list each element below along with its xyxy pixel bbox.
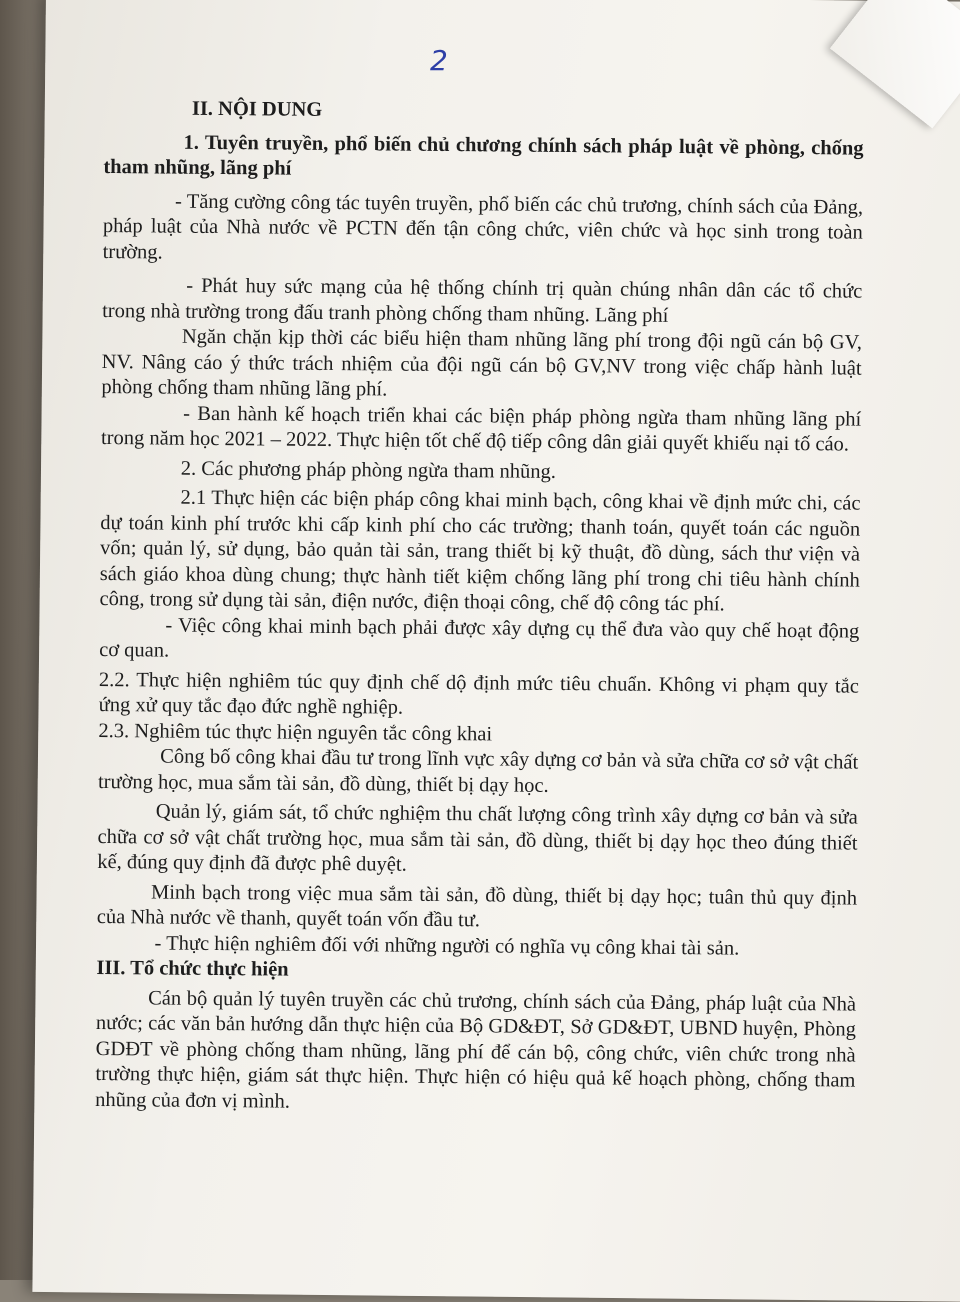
subsection-heading-methods: 2. Các phương pháp phòng ngừa tham nhũng. bbox=[180, 457, 557, 483]
subsection-heading-propaganda: 1. Tuyên truyền, phổ biến chủ chương chính sách pháp luật về phòng, chống tham nhũng, lãng phí bbox=[103, 131, 864, 180]
paragraph-transparent-procurement: Minh bạch trong việc mua sắm tài sản, đồ dùng, thiết bị dạy học; tuân thủ quy định của Nhà nước về thanh, quyết toán vốn đầu tư. bbox=[96, 880, 858, 932]
paragraph-management-supervision: Quản lý, giám sát, tổ chức nghiệm thu chất lượng công trình xây dựng cơ bản và sửa chữa cơ sở vật chất trường học, mua sắm tài sản, đồ dùng, thiết bị dạy học theo đúng thiết kế, đúng quy định đã được phê duyệt. bbox=[97, 800, 858, 876]
paragraph-2-3-public-principle: 2.3. Nghiêm túc thực hiện nguyên tắc công khai bbox=[98, 719, 493, 745]
paragraph-transparency-regulation: - Việc công khai minh bạch phải được xây dựng cụ thể đưa vào quy chế hoạt động cơ quan. bbox=[99, 614, 860, 662]
paragraph-implementation-body: Cán bộ quản lý tuyên truyền các chủ trương, chính sách của Đảng, pháp luật của Nhà nước; các văn bản hướng dẫn thực hiện của Bộ GD&ĐT, Sở GD&ĐT, UBND huyện, Phòng GDĐT về phòng chống tham nhũng, lãng phí để cán bộ, công chức, viên chức trong nhà trường thực hiện, giám sát thực hiện. Thực hiện có hiệu quả kế hoạch phòng, chống tham nhũng của đơn vị mình. bbox=[95, 986, 857, 1113]
paragraph-public-investment: Công bố công khai đầu tư trong lĩnh vực xây dựng cơ bản và sửa chữa cơ sở vật chất trường học, mua sắm tài sản, đồ dùng, thiết bị dạy học. bbox=[97, 745, 859, 797]
paragraph-2-1-transparency: 2.1 Thực hiện các biện pháp công khai minh bạch, công khai về định mức chi, các dự toán kinh phí trước khi cấp kinh phí cho các trường; thanh toán, quyết toán các nguồn vốn; quản lý, sử dụng, bảo quản tài sản, trang thiết bị kỹ thuật, đồ dùng, sách thư viện và sách giáo khoa dùng chung; thực hành tiết kiệm chống lãng phí trong chi tiêu hành chính công, trong sử dụng tài sản, điện nước, điện thoại công, chế độ công tác phí. bbox=[99, 486, 861, 616]
paragraph-promote-strength: - Phát huy sức mạng của hệ thống chính trị quàn chúng nhân dân các tổ chức trong nhà trường trong đấu tranh phòng chống tham nhũng. Lãng phí bbox=[102, 274, 863, 327]
paragraph-2-2-strict-regulation: 2.2. Thực hiện nghiêm túc quy định chế dộ định mức tiêu chuẩn. Không vi phạm quy tắc ứng xử quy tắc đạo đức nghề nghiệp. bbox=[98, 668, 859, 719]
paragraph-strengthen-propaganda: - Tăng cường công tác tuyên truyền, phổ biến các chủ trương, chính sách của Đảng, pháp luật của Nhà nước về PCTN đến tận công chức, viên chức và học sinh trong toàn trường. bbox=[102, 190, 864, 264]
document-body bbox=[95, 96, 864, 1120]
handwritten-page-number: 2 bbox=[430, 44, 448, 77]
section-heading-implementation: III. Tổ chức thực hiện bbox=[96, 956, 289, 981]
paragraph-prevent-expressions: Ngăn chặn kịp thời các biểu hiện tham nhũng lãng phí trong đội ngũ cán bộ GV, NV. Nâng cáo ý thức trách nhiệm của đội ngũ cán bộ GV,NV trong việc chấp hành luật phòng chống tham nhũng lãng phí. bbox=[101, 325, 862, 401]
paragraph-issue-plan: - Ban hành kế hoạch triển khai các biện pháp phòng ngừa tham nhũng lãng phí trong năm học 2021 – 2022. Thực hiện tốt chế độ tiếp công dân giải quyết khiếu nại tố cáo. bbox=[100, 402, 862, 456]
section-heading-content: II. NỘI DUNG bbox=[191, 97, 323, 121]
paragraph-asset-disclosure: - Thực hiện nghiêm đối với những người có nghĩa vụ công khai tài sản. bbox=[154, 931, 740, 960]
